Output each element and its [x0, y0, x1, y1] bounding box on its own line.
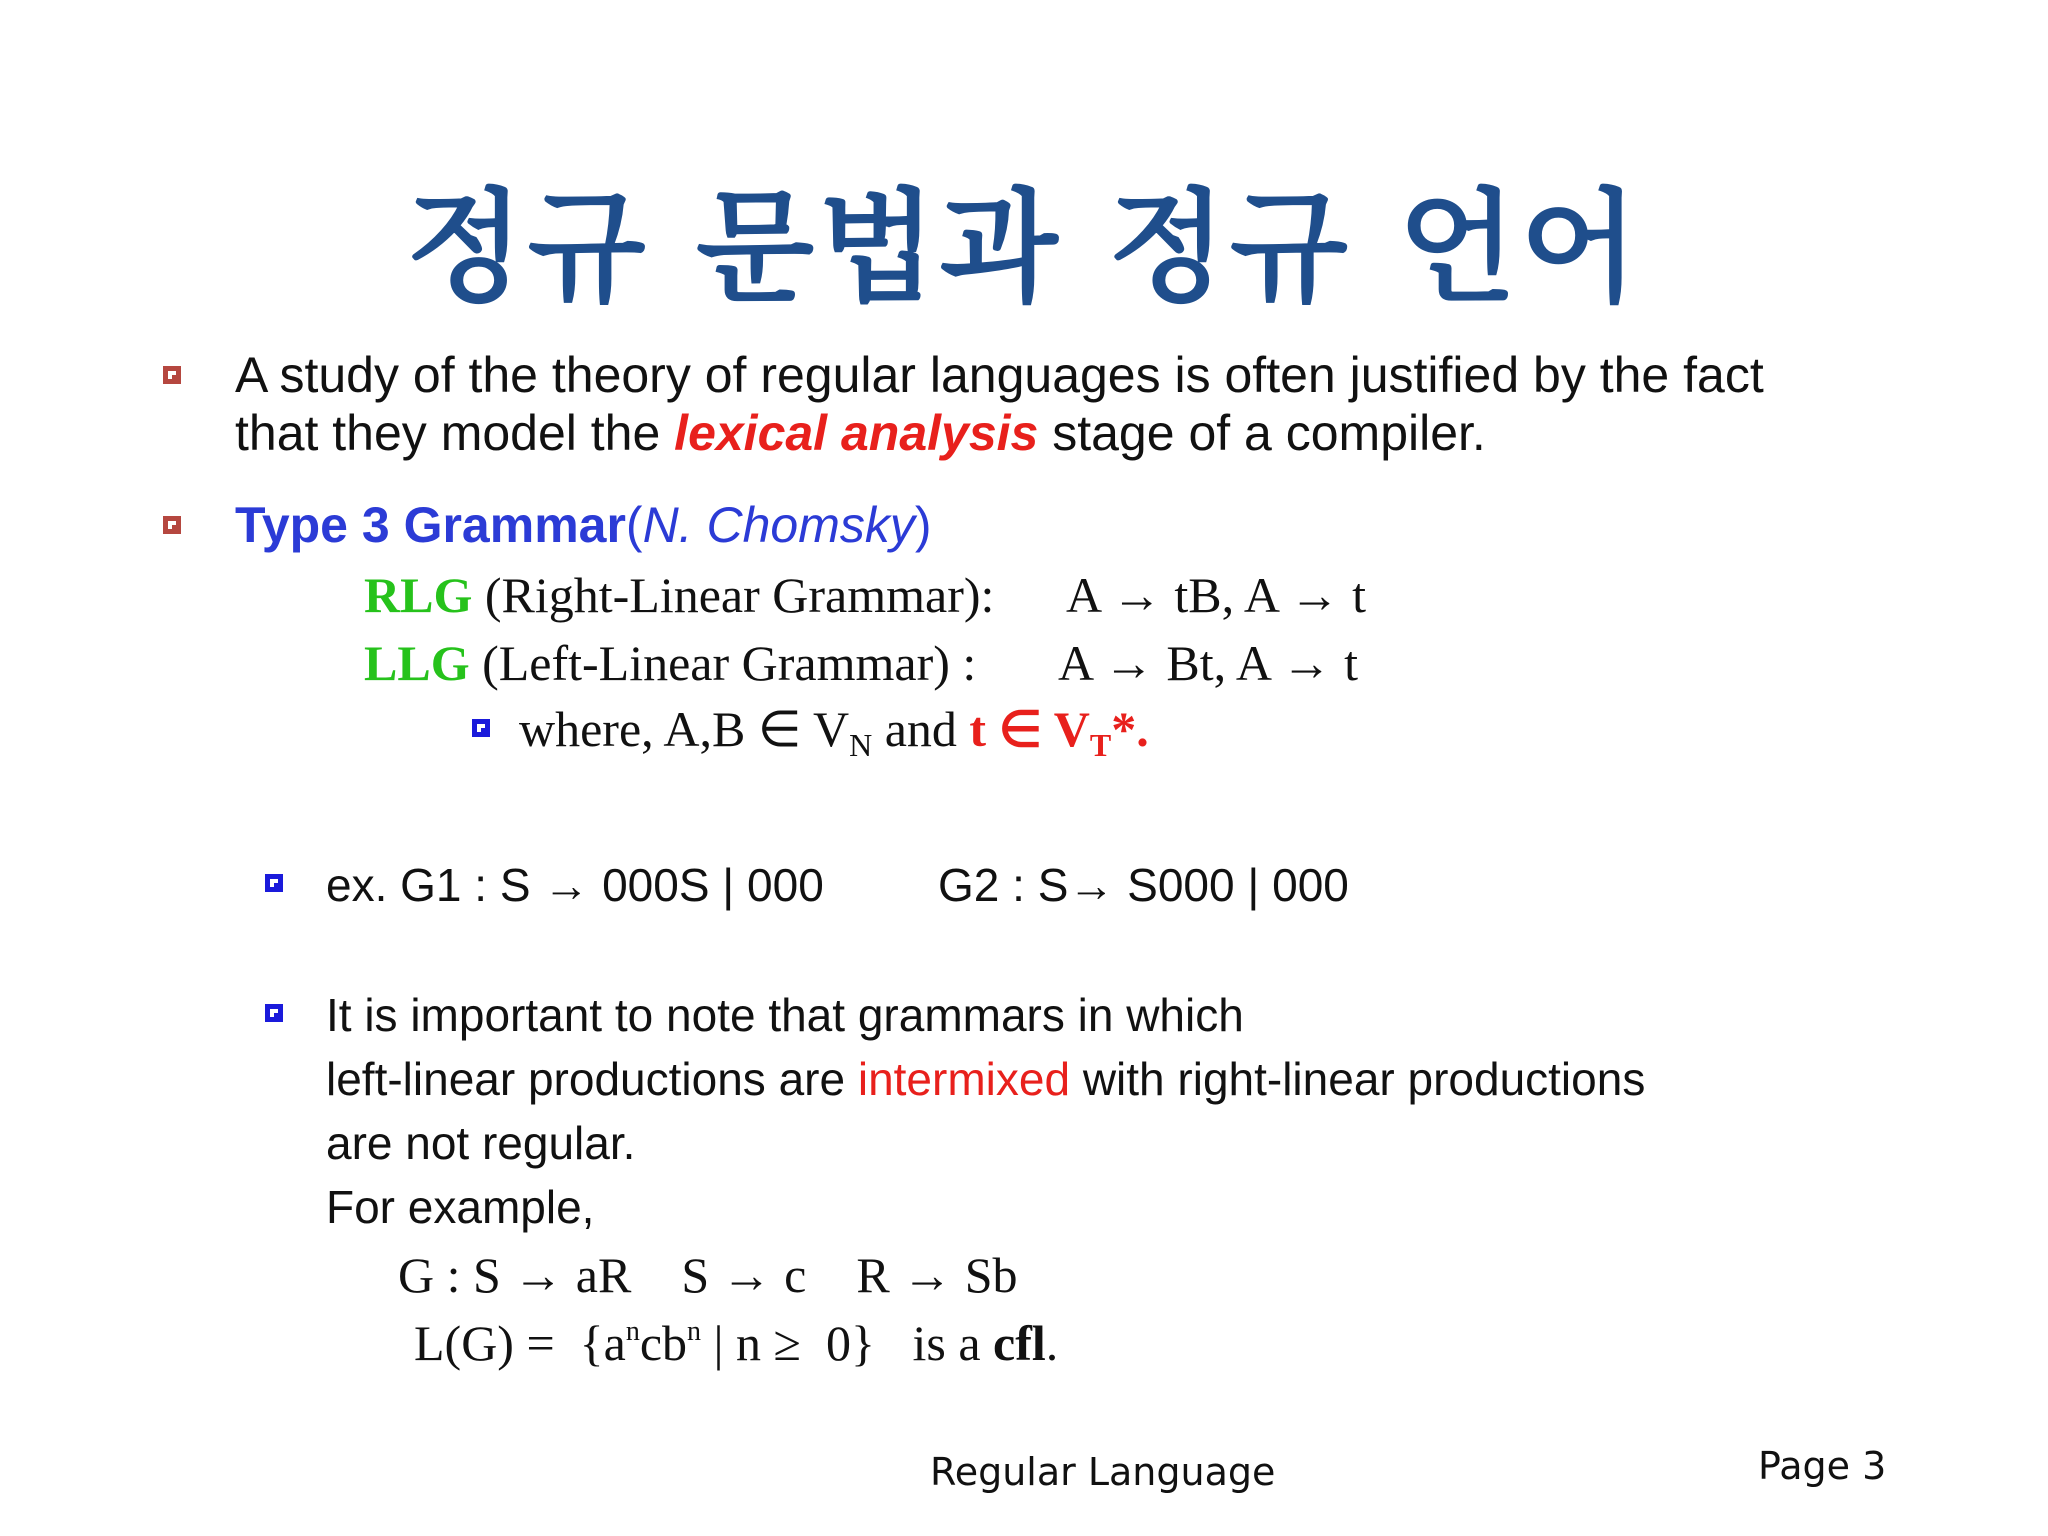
example-g2: G2 : S→ S000 | 000 — [938, 859, 1349, 911]
rlg-desc: (Right-Linear Grammar): — [472, 567, 995, 623]
note-line2 — [326, 1052, 1645, 1106]
where-pre: where, A,B ∈ V — [519, 701, 850, 757]
lg-end: . — [1045, 1315, 1059, 1371]
bullet1-text: that they model the — [235, 405, 675, 461]
bullet-square-icon — [265, 874, 283, 892]
kleene-star: *. — [1111, 701, 1149, 757]
author: N. Chomsky — [642, 497, 915, 553]
t-in-vt: t ∈ V — [969, 701, 1090, 757]
page-number: Page 3 — [1758, 1444, 1887, 1488]
llg-abbr: LLG — [364, 635, 470, 691]
superscript-n: n — [625, 1316, 640, 1347]
example-g1: ex. G1 : S → 000S | 000 — [326, 859, 824, 911]
language-definition — [414, 1314, 1058, 1372]
subscript-t: T — [1089, 727, 1112, 763]
bullet-square-icon — [265, 1004, 283, 1022]
bullet1-text-end: stage of a compiler. — [1038, 405, 1486, 461]
where-mid: and — [872, 701, 970, 757]
llg-definition — [364, 634, 976, 692]
note-line3: are not regular. — [326, 1117, 636, 1169]
lexical-analysis-emphasis: lexical analysis — [674, 405, 1039, 461]
example-grammar: G : S → aR S → c R → Sb — [398, 1247, 1018, 1303]
lg-mid: cb — [639, 1315, 688, 1371]
rlg-rules: A → tB, A → t — [1066, 567, 1367, 623]
note-line4: For example, — [326, 1181, 595, 1233]
footer-title: Regular Language — [930, 1450, 1276, 1494]
type3-heading — [235, 496, 932, 554]
where-clause — [519, 700, 1149, 764]
superscript-n: n — [687, 1316, 702, 1347]
paren-open: ( — [625, 497, 643, 553]
bullet-square-icon — [163, 366, 181, 384]
bullet1-line1: A study of the theory of regular languages is often justified by the fact — [235, 347, 1764, 403]
bullet-square-icon — [163, 516, 181, 534]
lg-pre: L(G) = {a — [414, 1315, 626, 1371]
note-line1: It is important to note that grammars in which — [326, 989, 1244, 1041]
subscript-n: N — [849, 727, 873, 763]
intermixed-emphasis: intermixed — [857, 1053, 1071, 1105]
cfl-bold: cfl — [993, 1315, 1046, 1371]
llg-rules: A → Bt, A → t — [1058, 635, 1359, 691]
slide-title: 정규 문법과 정규 언어 — [405, 177, 1643, 319]
rlg-abbr: RLG — [364, 567, 473, 623]
note-line2-pre: left-linear productions are — [326, 1053, 858, 1105]
note-line2-post: with right-linear productions — [1070, 1053, 1646, 1105]
paren-close: ) — [914, 497, 932, 553]
llg-desc: (Left-Linear Grammar) : — [469, 635, 977, 691]
lg-post: | n ≥ 0} is a — [701, 1315, 994, 1371]
bullet-square-icon — [472, 719, 490, 737]
bullet1-line2 — [235, 404, 1486, 462]
type3-label: Type 3 Grammar — [235, 497, 626, 553]
rlg-definition — [364, 566, 994, 624]
